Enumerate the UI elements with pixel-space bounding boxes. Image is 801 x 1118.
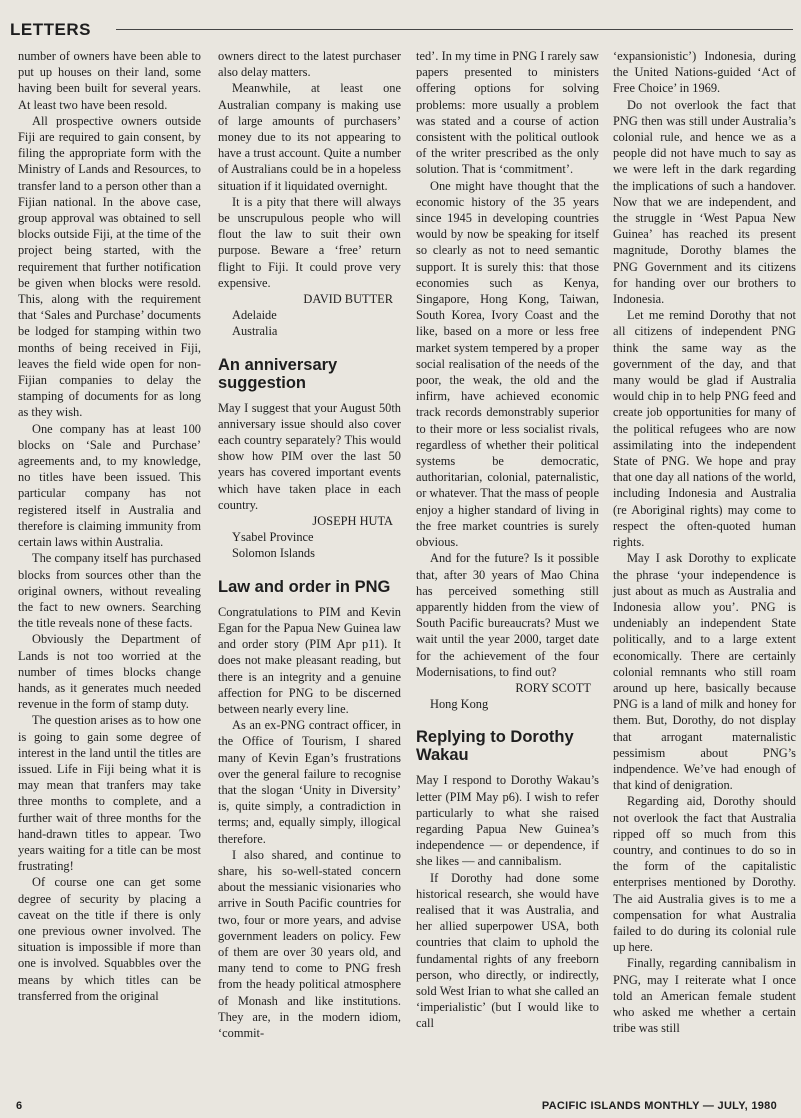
letter-location: Solomon Islands	[232, 546, 315, 561]
paragraph: And for the future? Is it possible that, after 30 years of Mao China has perceived something still apparently hidden from the view of South Pacific bureaucrats? Must we wait until the year 2000, target date for the achievement of the four Modernisations, to find out?	[416, 551, 599, 679]
letter-signature: JOSEPH HUTA	[312, 514, 393, 529]
paragraph: Do not overlook the fact that PNG then was still under Australia’s colonial rule, and hence we as a people did not have much to say as we were left in the dark regarding the implications of such a handover. Now that we are independent, and the struggle in ‘West Papua New Guinea’ has reached its present magnitude, Dorothy blames the PNG Government and its citizens for handing over our brothers to Indonesia.	[613, 97, 796, 307]
page-footer	[8, 1100, 793, 1114]
letter-location: Australia	[232, 324, 278, 339]
paragraph: If Dorothy had done some historical research, she would have realised that it was Australia, and her allied superpower USA, both countries that claim to uphold the fundamental rights of any freeborn person, who directly, or indirectly, sold West Irian to what she called an ‘imperialistic’ (but I would like to call	[416, 870, 599, 1031]
paragraph: Let me remind Dorothy that not all citizens of independent PNG think the same way as the government of the day, and that many would be glad if Australia would chip in to help PNG feed and create job opportunities for many of the political refugees who are now assimilating into the independent State of PNG. We hope and pray that one day all nations of the world, including Indonesia and Australia (re Aboriginal rights) may come to respect the often-quoted human rights.	[613, 308, 796, 550]
paragraph: May I suggest that your August 50th anniversary issue should also cover each country separately? This would show how PIM over the last 50 years has covered important events which have taken place in each country.	[218, 400, 401, 512]
letter-signature: DAVID BUTTER	[303, 292, 393, 307]
paragraph: The question arises as to how one is going to gain some degree of interest in the land until the titles are issued. Life in Fiji being what it is may mean that tranfers may take three months to complete, and a further wait of three months for the hand-drawn titles to appear. Two years waiting for a title can be most frustrating!	[18, 713, 201, 874]
paragraph: number of owners have been able to put up houses on their land, some having been built for several years. At least two have been resold.	[18, 49, 201, 112]
paragraph: All prospective owners outside Fiji are required to gain consent, by filing the appropriate form with the Ministry of Lands and Resources, to transfer land to a person other than a Fijian national. In the above case, group approval was obtained to sell blocks outside Fiji, at the time of the project being started, with the requirement that further notification be given when blocks were resold. This, along with the requirement that ‘Sales and Purchase’ documents be lodged for stamping within two months of being received in Fiji, leaves the field wide open for non-Fijian companies to delay the stamping of documents for as long as they wish.	[18, 113, 201, 420]
column-4	[613, 48, 796, 1036]
letter-location: Hong Kong	[430, 697, 489, 712]
column-1	[18, 48, 201, 1004]
paragraph: ‘expansionistic’) Indonesia, during the United Nations-guided ‘Act of Free Choice’ in 1969.	[613, 49, 796, 96]
paragraph: Congratulations to PIM and Kevin Egan for the Papua New Guinea law and order story (PIM Apr p11). It does not make pleasant reading, but there is an integrity and a genuine affection for PNG to be discerned between nearly every line.	[218, 604, 401, 716]
column-2	[218, 48, 401, 1041]
paragraph: May I ask Dorothy to explicate the phrase ‘your independence is just about as much as Australia and Indonesia allow you’. PNG is undeniably an independent State politically, and to a large extent economically. There are certainly colonial remnants who still roam around up here, basically because PNG is a land of milk and honey for them. But, Dorothy, do not display that arrogant maternalistic pessimism about PNG’s indpendence. We’ve had enough of that kind of denigration.	[613, 551, 796, 793]
paragraph: Finally, regarding cannibalism in PNG, may I reiterate what I once told an American female student who asked me whether a certain tribe was still	[613, 956, 796, 1036]
letter-heading: Law and order in PNG	[218, 577, 391, 596]
paragraph: As an ex-PNG contract officer, in the Office of Tourism, I shared many of Kevin Egan’s frustrations over the general failure to recognise that the slogan ‘Unity in Diversity’ is, quite simply, a contradiction in terms; and, equally simply, illogical therefore.	[218, 718, 401, 846]
letter-location: Ysabel Province	[232, 530, 314, 545]
paragraph: May I respond to Dorothy Wakau’s letter (PIM May p6). I wish to refer particularly to what she raised regarding Papua New Guinea’s independence — or dependence, if she likes — and cannibalism.	[416, 773, 599, 869]
paragraph: Regarding aid, Dorothy should not overlook the fact that Australia ripped off so much from this country, and continues to do so in the form of the capitalistic enterprises mentioned by Dorothy. The aid Australia gives is to me a compensation for what Australia failed to do during its colonial rule up here.	[613, 794, 796, 955]
paragraph: It is a pity that there will always be unscrupulous people who will flout the law to suit their own purpose. Beware a ‘free’ return flight to Fiji. It could prove very expensive.	[218, 194, 401, 290]
letter-heading: An anniversary suggestion	[218, 355, 338, 392]
paragraph: The company itself has purchased blocks from sources other than the original owners, without revealing the fact to new owners. Searching the title reveals none of these facts.	[18, 551, 201, 631]
letter-signature: RORY SCOTT	[515, 680, 591, 695]
letter-heading: Replying to Dorothy Wakau	[416, 728, 574, 765]
paragraph: One company has at least 100 blocks on ‘Sale and Purchase’ agreements and, to my knowledge, no titles have been issued. This particular company has not registered itself in Australia and therefore is claiming immunity from certain laws within Australia.	[18, 421, 201, 550]
paragraph: owners direct to the latest purchaser also delay matters.	[218, 49, 401, 80]
paragraph: ted’. In my time in PNG I rarely saw papers presented to ministers offering options for solving problems: more usually a problem was stated and a course of action consistent with the political outlook of the writer prescribed as the only solution. That is ‘commitment’.	[416, 49, 599, 177]
magazine-issue: PACIFIC ISLANDS MONTHLY — JULY, 1980	[541, 1100, 777, 1112]
paragraph: I also shared, and continue to share, his so-well-stated concern about the messianic visionaries who arrive in South Pacific countries for two, four or more years, and advise government leaders on policy. Few of them are over 30 years old, and many tend to come to PNG fresh from the heady political atmosphere of Monash and like institutions. They are, in the modern idiom, ‘commit-	[218, 847, 401, 1040]
header-rule	[116, 29, 793, 30]
section-header	[8, 20, 793, 42]
page-number: 6	[16, 1100, 23, 1112]
column-3	[416, 48, 599, 1032]
paragraph: Of course one can get some degree of security by placing a caveat on the title if there is only one previous owner involved. The situation is impossible if more than one is involved. Squabbles over the means by which titles can be transferred from the original	[18, 875, 201, 1003]
section-title: LETTERS	[10, 20, 91, 39]
letter-location: Adelaide	[232, 308, 277, 323]
paragraph: Meanwhile, at least one Australian company is making use of large amounts of purchasers’ money due to its not appearing to have a trust account. Quite a number of Australians could be in a hopeless situation if it liquidated overnight.	[218, 81, 401, 193]
paragraph: One might have thought that the economic history of the 35 years since 1945 in developing countries would by now be speaking for itself so clearly as not to need semantic support. It is surely this: that those economies such as Kenya, Singapore, Hong Kong, Taiwan, South Korea, Ivory Coast and the like, based on a more or less free market system tempered by a proper social realisation of the needs of the poor, the weak, the old and the infirm, have achieved economic track records demonstrably superior to their more or less socialist rivals, regardless of whether their political systems be democratic, authoritarian, colonial, paternalistic, or whatever. That the mass of people enjoy a higher standard of living in the free market countries is surely obvious.	[416, 178, 599, 550]
paragraph: Obviously the Department of Lands is not too worried at the number of times blocks change hands, as it generates much needed revenue in the form of stamp duty.	[18, 632, 201, 712]
